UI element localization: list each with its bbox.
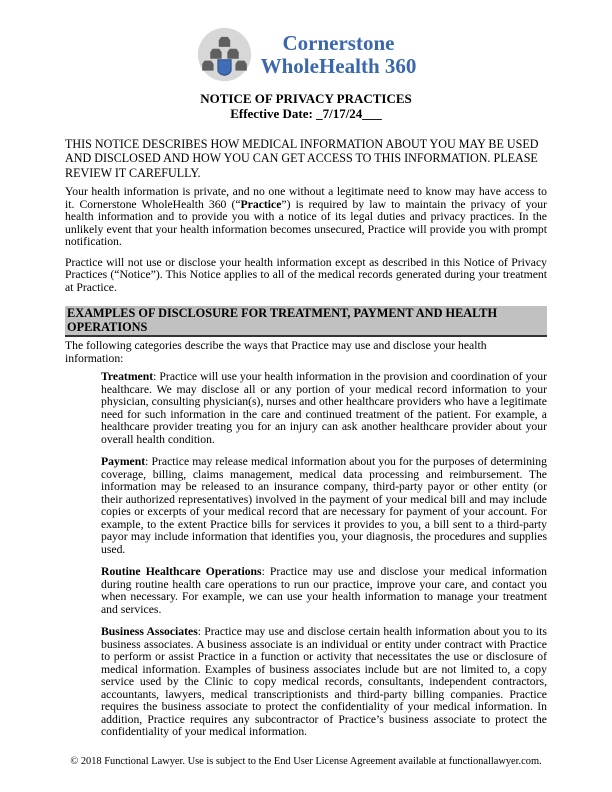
privacy-paragraph	[65, 186, 547, 249]
category-treatment-term: Treatment	[101, 370, 154, 384]
section-heading: EXAMPLES OF DISCLOSURE FOR TREATMENT, PAYMENT AND HEALTH OPERATIONS	[65, 306, 547, 337]
category-business-associates-term: Business Associates	[101, 625, 198, 639]
categories-intro: The following categories describe the ways that Practice may use and disclose your health information:	[65, 339, 487, 365]
category-business-associates	[101, 626, 547, 739]
notice-description-statement: THIS NOTICE DESCRIBES HOW MEDICAL INFORMATION ABOUT YOU MAY BE USED AND DISCLOSED AND HOW YOU CAN GET ACCESS TO THIS INFORMATION. PLEASE REVIEW IT CAREFULLY.	[65, 137, 539, 180]
copyright-footer: © 2018 Functional Lawyer. Use is subject to the End User License Agreement available at functionallawyer.com.	[70, 756, 542, 767]
category-treatment-text: : Practice will use your health information in the provision and coordination of your healthcare. We may disclose all or any portion of your medical record information to your physician, consulting physician(s), nurses and other healthcare providers who have a legitimate need for such information in the care and continued treatment of the patient. For example, a healthcare provider treating you for an injury can ask another healthcare provider about your overall health condition.	[101, 370, 547, 446]
brand-name	[261, 32, 417, 77]
category-routine-operations-term: Routine Healthcare Operations	[101, 565, 262, 579]
practice-term-bold: Practice	[240, 197, 282, 211]
effective-date: Effective Date: _7/17/24___	[230, 106, 382, 121]
notice-scope-paragraph: Practice will not use or disclose your health information except as described in this Notice of Privacy Practices (“Notice”). This Notice applies to all of the medical records generated during your treatment at Practice.	[65, 255, 547, 294]
letterhead	[0, 0, 612, 121]
blocks-logo-icon	[196, 26, 253, 83]
category-routine-operations-text: : Practice may use and disclose your medical information during routine health care operations to run our practice, improve your care, and contact you when necessary. For example, we can use your health information to manage your treatment and services.	[101, 565, 547, 616]
category-payment-term: Payment	[101, 455, 146, 469]
category-business-associates-text: : Practice may use and disclose certain health information about you to its business associates. A business associate is an individual or entity under contract with Practice to perform or assist Practice in a function or activity that necessitates the use or disclosure of medical information. Examples of business associates include but are not limited to, a copy service used by the Clinic to copy medical records, consultants, independent contractors, accountants, lawyers, medical transcriptionists and third-party billing companies. Practice requires the business associate to protect the confidentiality of your medical information. In addition, Practice requires any subcontractor of Practice’s business associate to protect the confidentiality of your medical information.	[101, 625, 547, 739]
brand-line2: WholeHealth 360	[260, 53, 417, 78]
privacy-paragraph-post: ”) is required by law to maintain the privacy of your health information and to provide you with a notice of its legal duties and privacy practices. In the unlikely event that your health information becomes unsecured, Practice will provide you with prompt notification.	[65, 197, 548, 249]
privacy-paragraph-pre: Your health information is private, and no one without a legitimate need to know may have access to it. Cornerstone WholeHealth 360 (“	[65, 185, 547, 211]
company-logo	[0, 26, 612, 83]
category-treatment	[101, 371, 547, 446]
document-body	[65, 137, 547, 739]
document-title: NOTICE OF PRIVACY PRACTICES	[200, 91, 412, 106]
category-routine-operations	[101, 566, 547, 616]
brand-line1: Cornerstone	[282, 31, 395, 56]
category-payment-text: : Practice may release medical information about you for the purposes of determining coverage, billing, claims management, medical data processing and reimbursement. The information may be released to an insurance company, third-party payor or other entity (or their authorized representatives) involved in the payment of your medical bill and may include copies or excerpts of your medical record that are necessary for payment of your account. For example, to the extent Practice bills for services it provides to you, a bill sent to a third-party payor may include information that identifies you, your diagnosis, the procedures and supplies used.	[101, 455, 547, 556]
category-payment	[101, 456, 547, 556]
